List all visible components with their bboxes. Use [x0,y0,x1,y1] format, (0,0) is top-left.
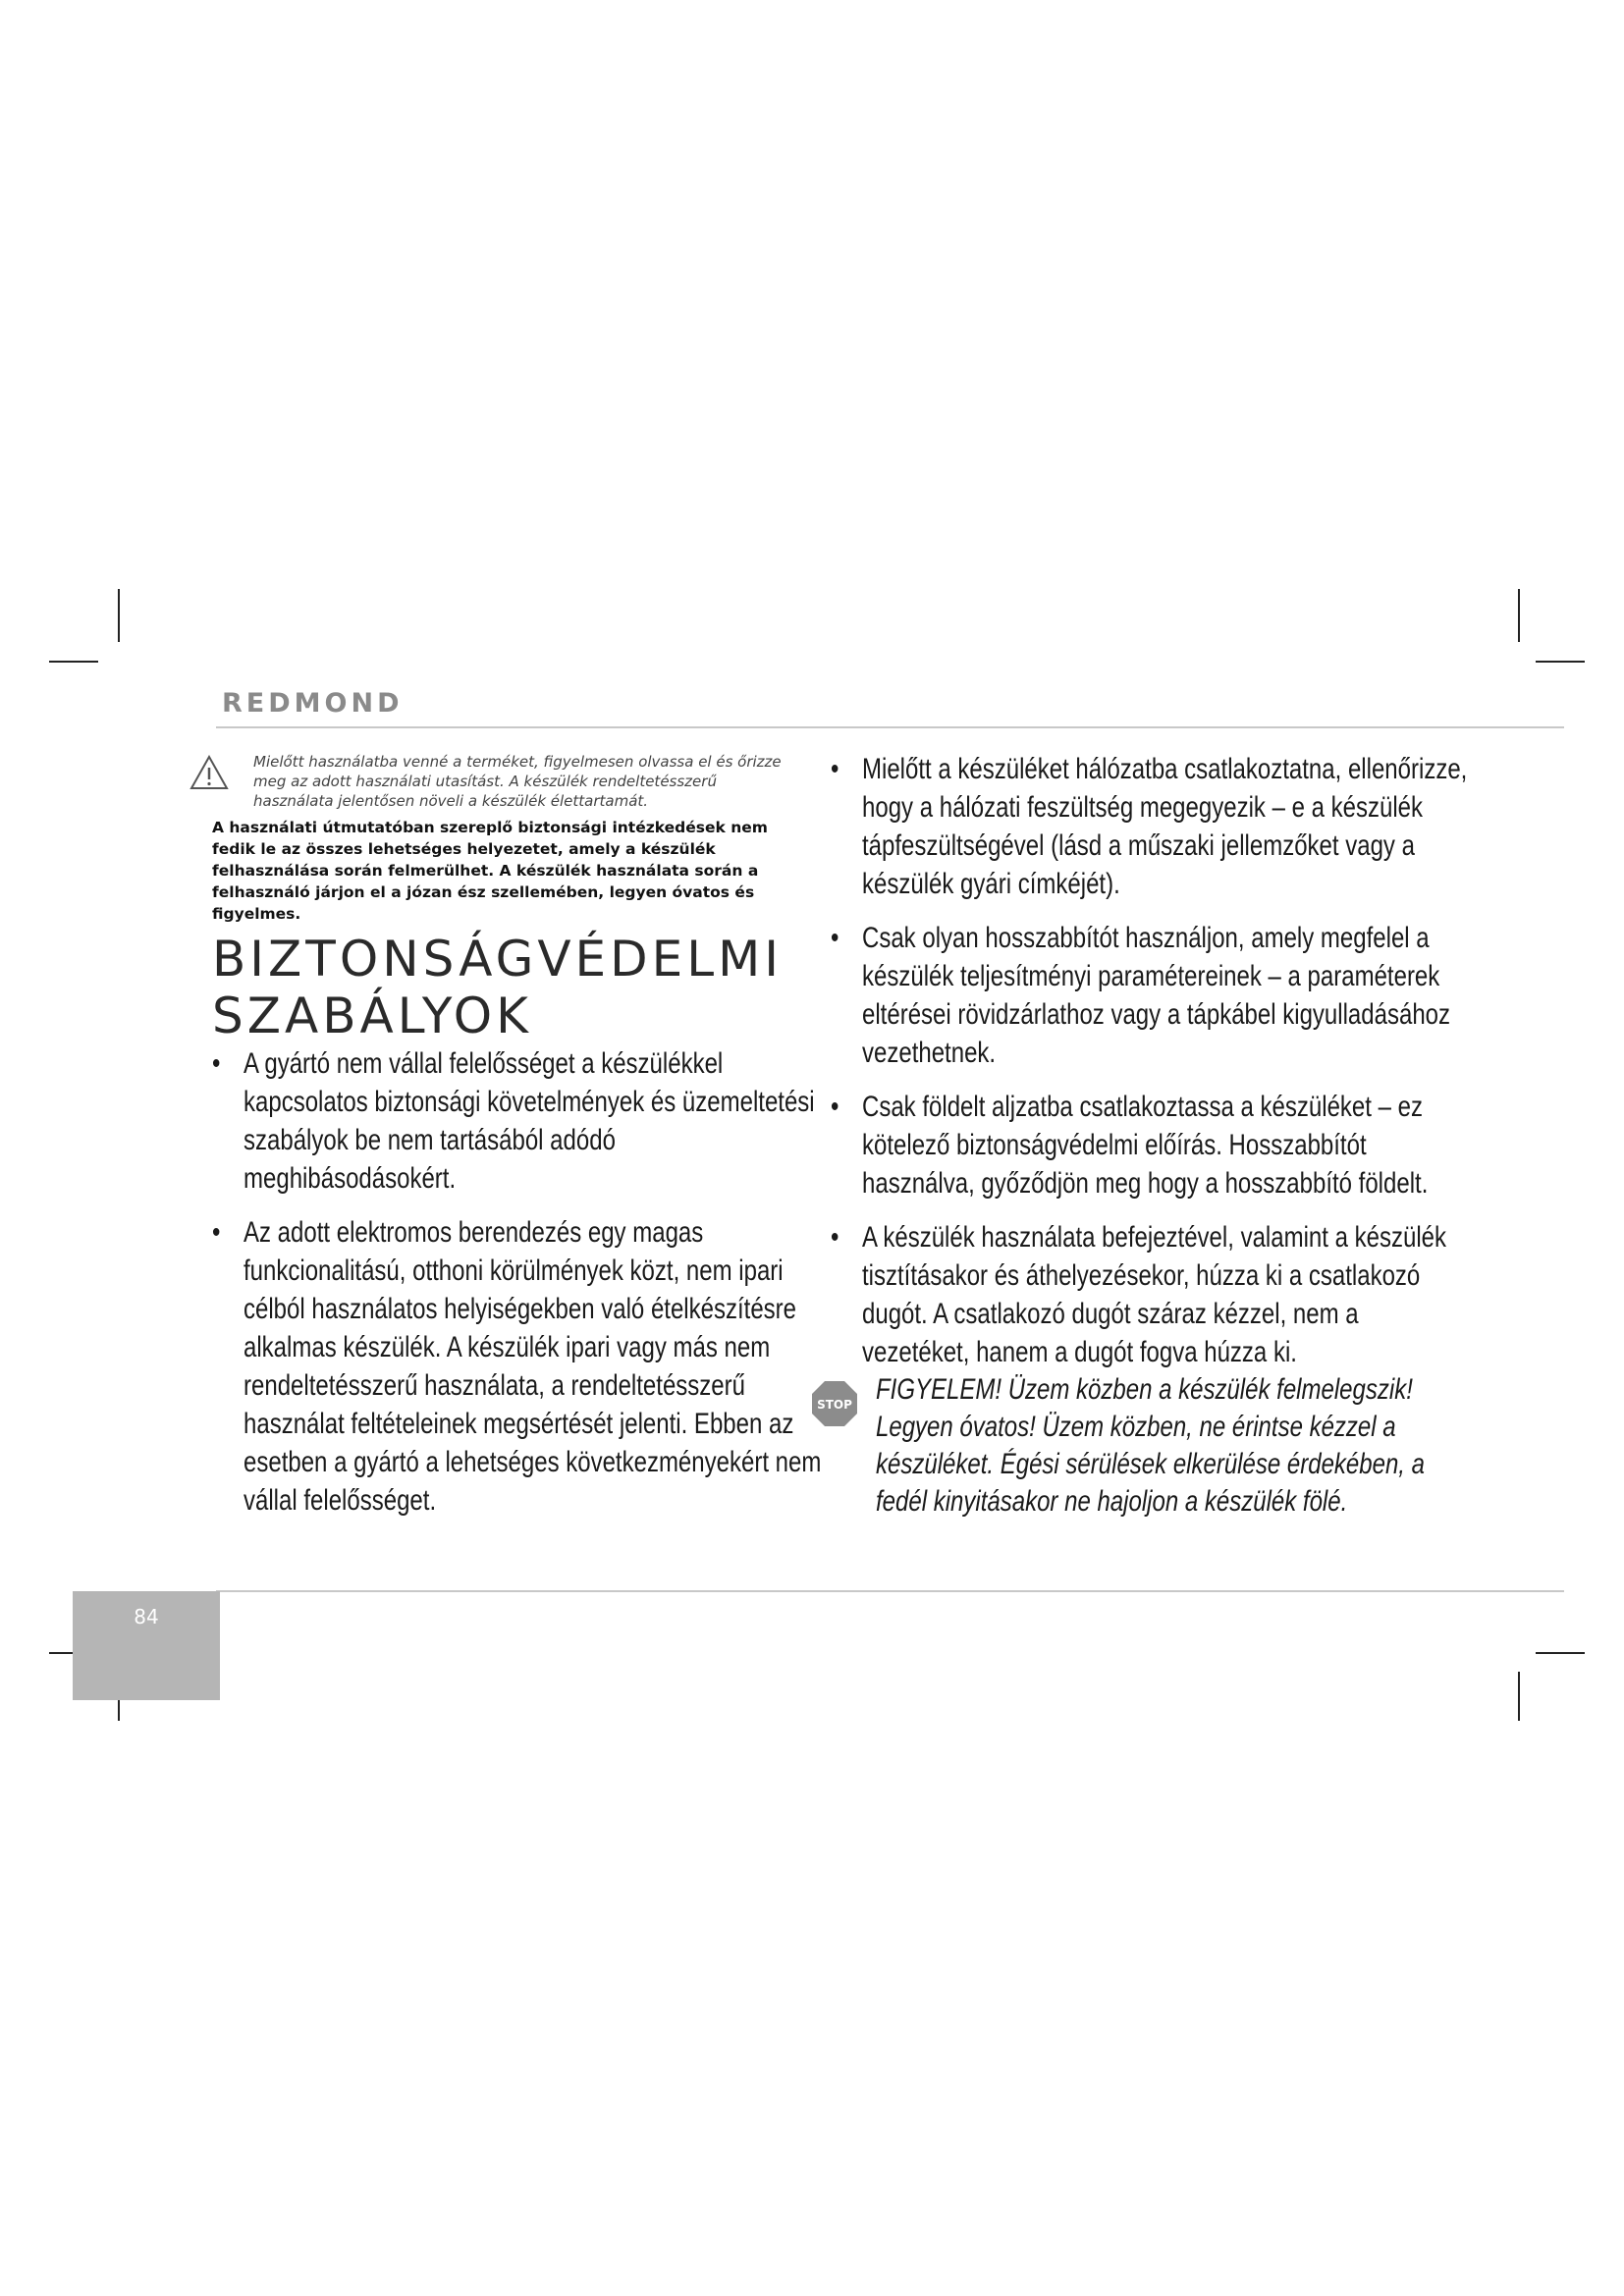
bullet-icon: • [831,922,839,954]
crop-mark [1536,1652,1585,1654]
footer-divider [216,1590,1564,1592]
intro-italic-text: Mielőtt használatba venné a terméket, figyelmesen olvassa el és őrizze meg az adott használati utasítást. A készülék rendeltetésszerű használata jelentősen növeli a készülék élettartamát. [253,753,782,810]
bullet-icon: • [212,1047,221,1080]
list-item-text: Mielőtt a készüléket hálózatba csatlakoztatna, ellenőrizze, hogy a hálózati feszültség megegyezik – e a készülék tápfeszültségével (lásd a műszaki jellemzőket vagy a készülék gyári címkéjét). [862,753,1468,900]
list-item [831,919,1471,1072]
list-item [831,1088,1471,1202]
right-bullet-list [831,750,1468,1387]
header-divider [216,726,1564,728]
page-number: 84 [134,1605,159,1629]
crop-mark [1518,589,1520,642]
intro-block [212,752,801,925]
crop-mark [49,661,98,663]
section-heading [212,931,801,1044]
list-item-text: Az adott elektromos berendezés egy magas funkcionalitású, otthoni körülmények közt, nem ipari célból használatos helyiségekben való ételkészítésre alkalmas készülék. A készülék ipari vagy más nem rendeltetésszerű használata, a rendeltetésszerű használat feltételeinek megsértését jelenti. Ebben az esetben a gyártó a lehetséges következményekért nem vállal felelősséget. [244,1216,822,1517]
heading-line-1: BIZTONSÁGVÉDELMI [212,931,783,988]
stop-sign-label: STOP [817,1398,852,1412]
list-item [212,1213,833,1520]
crop-mark [118,589,120,642]
stop-sign-icon [811,1380,858,1427]
brand-logo: REDMOND [222,688,404,719]
list-item [831,1218,1471,1371]
crop-mark [1518,1672,1520,1721]
bullet-icon: • [831,753,839,785]
list-item-text: A gyártó nem vállal felelősséget a készülékkel kapcsolatos biztonsági követelmények és üzemeltetési szabályok be nem tartásából adódó meghibásodásokért. [244,1047,815,1195]
bullet-icon: • [212,1216,221,1249]
heading-line-2: SZABÁLYOK [212,988,532,1044]
list-item [831,750,1471,903]
list-item-text: Csak földelt aljzatba csatlakoztassa a készüléket – ez kötelező biztonságvédelmi előírás. Hosszabbítót használva, győződjön meg hogy a hosszabbító földelt. [862,1091,1429,1200]
crop-mark [1536,661,1585,663]
stop-warning-text: FIGYELEM! Üzem közben a készülék felmelegszik! Legyen óvatos! Üzem közben, ne érintse kézzel a készüléket. Égési sérülések elkerülése érdekében, a fedél kinyitásakor ne hajoljon a készülék fölé. [876,1373,1425,1518]
left-bullet-list [212,1044,822,1535]
bullet-icon: • [831,1221,839,1254]
list-item [212,1044,833,1198]
list-item-text: A készülék használata befejeztével, valamint a készülék tisztításakor és áthelyezésekor, húzza ki a csatlakozó dugót. A csatlakozó dugót száraz kézzel, nem a vezetéket, hanem a dugót fogva húzza ki. [862,1221,1446,1368]
intro-bold-text: A használati útmutatóban szereplő biztonsági intézkedések nem fedik le az összes lehetséges helyezetet, amely a készülék felhasználása során felmerülhet. A készülék használata során a felhasználó járjon el a józan ész szellemében, legyen óvatos és figyelmes. [212,819,768,923]
bullet-icon: • [831,1091,839,1123]
list-item-text: Csak olyan hosszabbítót használjon, amely megfelel a készülék teljesítményi paramétereinek – a paraméterek eltérései rövidzárlathoz vagy a tápkábel kigyulladásához vezethetnek. [862,922,1451,1069]
page-number-box [73,1591,220,1700]
